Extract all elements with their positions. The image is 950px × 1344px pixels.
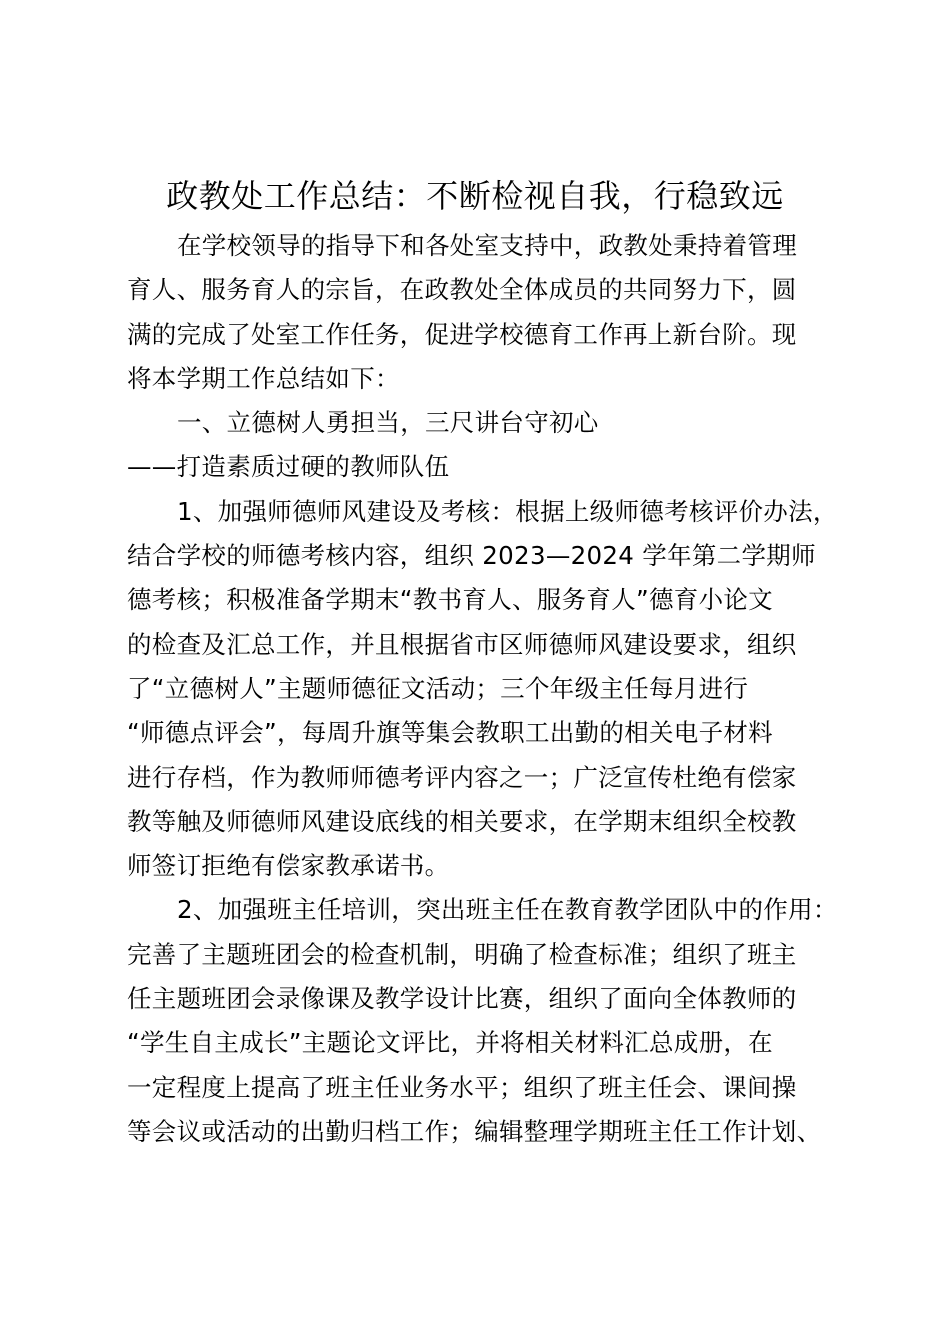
paragraph-line: 在学校领导的指导下和各处室支持中，政教处秉持着管理 (177, 231, 797, 260)
paragraph-line: 等会议或活动的出勤归档工作；编辑整理学期班主任工作计划、 (127, 1116, 822, 1146)
paragraph-line: 任主题班团会录像课及教学设计比赛，组织了面向全体教师的 (127, 984, 797, 1014)
paragraph-line: “师德点评会”，每周升旗等集会教职工出勤的相关电子材料 (127, 718, 773, 748)
document-title: 政教处工作总结：不断检视自我，行稳致远 (166, 177, 784, 215)
paragraph-line: 的检查及汇总工作，并且根据省市区师德师风建设要求，组织 (127, 629, 797, 659)
paragraph-line: 1、加强师德师风建设及考核：根据上级师德考核评价办法， (177, 496, 838, 526)
paragraph-line: 育人、服务育人的宗旨，在政教处全体成员的共同努力下，圆 (127, 275, 797, 305)
paragraph-line: 2、加强班主任培训，突出班主任在教育教学团队中的作用： (177, 895, 838, 925)
section-heading: 一、立德树人勇担当，三尺讲台守初心 (177, 408, 599, 438)
paragraph-line: 满的完成了处室工作任务，促进学校德育工作再上新台阶。现 (127, 319, 797, 349)
paragraph-line: 了“立德树人”主题师德征文活动；三个年级主任每月进行 (127, 673, 749, 703)
paragraph-line: “学生自主成长”主题论文评比，并将相关材料汇总成册，在 (127, 1028, 773, 1058)
document-body (127, 224, 857, 1154)
paragraph-line: 将本学期工作总结如下： (127, 363, 400, 393)
paragraph-line: 师签订拒绝有偿家教承诺书。 (127, 851, 450, 881)
section-subheading: ——打造素质过硬的教师队伍 (127, 452, 450, 482)
paragraph-line: 完善了主题班团会的检查机制，明确了检查标准；组织了班主 (127, 939, 797, 969)
paragraph-line: 教等触及师德师风建设底线的相关要求，在学期末组织全校教 (127, 806, 797, 836)
paragraph-line: 进行存档，作为教师师德考评内容之一；广泛宣传杜绝有偿家 (127, 762, 797, 792)
paragraph-line: 德考核；积极准备学期末“教书育人、服务育人”德育小论文 (127, 585, 773, 615)
paragraph-line: 一定程度上提高了班主任业务水平；组织了班主任会、课间操 (127, 1072, 797, 1102)
paragraph-line: 结合学校的师德考核内容，组织 2023—2024 学年第二学期师 (127, 541, 816, 571)
